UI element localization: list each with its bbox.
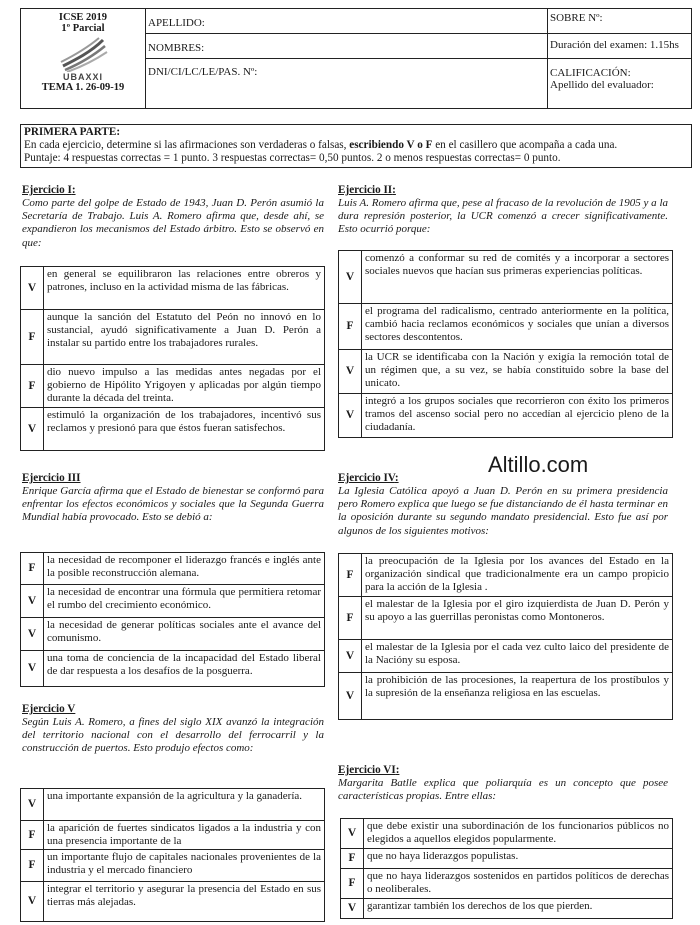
- statement: en general se equilibraron las relaciones entre obreros y patrones, incluso en la actividad misma de las fábricas.: [44, 267, 325, 310]
- duracion-label: Duración del examen: 1.15hs: [547, 34, 691, 59]
- parcial-label: 1º Parcial: [61, 23, 105, 34]
- brand-name: UBAXXI: [62, 72, 103, 82]
- ubaxxi-logo-icon: [53, 36, 113, 72]
- exercise-prompt: Enrique García afirma que el Estado de bienestar se conformó para enfrentar los efectos económicos y sociales que la Segunda Guerra Mundial había provocado. Esto se debió a:: [22, 485, 324, 524]
- answer-row: [341, 869, 673, 899]
- answer-cell[interactable]: F: [21, 553, 44, 585]
- exercise-4: [338, 472, 668, 538]
- answer-cell[interactable]: V: [21, 585, 44, 618]
- statement: un importante flujo de capitales nacionales provenientes de la industria y el mercado financiero: [44, 850, 325, 882]
- answer-cell[interactable]: V: [339, 640, 362, 673]
- exercise-2-table: [338, 250, 673, 438]
- answer-cell[interactable]: F: [21, 821, 44, 850]
- exercise-prompt: Según Luis A. Romero, a fines del siglo XIX avanzó la integración del territorio nacional con el desarrollo del ferrocarril y la construcción de puertos. Esto produjo efectos como:: [22, 716, 324, 755]
- exercise-prompt: Margarita Batlle explica que poliarquía es un concepto que posee características propias. Entre ellas:: [338, 777, 668, 803]
- exercise-3: [22, 472, 324, 525]
- answer-row: [21, 821, 325, 850]
- exercise-title: Ejercicio I:: [22, 184, 76, 196]
- statement: la necesidad de generar políticas sociales ante el avance del comunismo.: [44, 618, 325, 651]
- answer-row: [339, 640, 673, 673]
- exercise-5-table: [20, 788, 325, 922]
- exercise-6: [338, 764, 668, 803]
- exercise-5: [22, 703, 324, 756]
- statement: la prohibición de las procesiones, la reapertura de los prostíbulos y la supresión de la enseñanza religiosa en las escuelas.: [362, 673, 673, 720]
- statement: aunque la sanción del Estatuto del Peón no innovó en lo sustancial, ayudó significativamente a Juan D. Perón a instalar su partido entre los trabajadores rurales.: [44, 310, 325, 365]
- statement: una importante expansión de la agricultura y la ganadería.: [44, 789, 325, 821]
- answer-row: [339, 251, 673, 304]
- answer-row: [341, 899, 673, 919]
- tema-label: TEMA 1. 26-09-19: [41, 82, 125, 93]
- answer-cell[interactable]: F: [341, 869, 364, 899]
- answer-row: [21, 310, 325, 365]
- exercise-2: [338, 184, 668, 237]
- answer-row: [21, 618, 325, 651]
- statement: que debe existir una subordinación de los funcionarios públicos no elegidos a aquellos elegidos popularmente.: [364, 819, 673, 849]
- answer-cell[interactable]: V: [339, 673, 362, 720]
- answer-row: [339, 304, 673, 350]
- answer-row: [341, 849, 673, 869]
- apellido-field[interactable]: APELLIDO:: [145, 9, 547, 34]
- exercise-prompt: Luis A. Romero afirma que, pese al fracaso de la revolución de 1905 y a la dura represión posterior, la UCR comenzó a crecer significativamente. Esto ocurrió porque:: [338, 197, 668, 236]
- answer-cell[interactable]: F: [21, 365, 44, 408]
- answer-cell[interactable]: F: [339, 304, 362, 350]
- answer-cell[interactable]: V: [21, 267, 44, 310]
- answer-row: [339, 673, 673, 720]
- statement: que no haya liderazgos populistas.: [364, 849, 673, 869]
- statement: el malestar de la Iglesia por el cada vez culto laico del presidente de la Nacióny su esposa.: [362, 640, 673, 673]
- answer-cell[interactable]: V: [21, 651, 44, 687]
- answer-cell[interactable]: F: [21, 310, 44, 365]
- answer-row: [21, 585, 325, 618]
- statement: integrar el territorio y asegurar la presencia del Estado en sus tierras más alejadas.: [44, 882, 325, 922]
- answer-row: [21, 553, 325, 585]
- statement: la necesidad de encontrar una fórmula que permitiera retomar el rumbo del crecimiento económico.: [44, 585, 325, 618]
- exam-header: [20, 8, 692, 109]
- exercise-prompt: La Iglesia Católica apoyó a Juan D. Perón en su primera presidencia pero Romero explica que luego se fue distanciando de él hasta terminar en la oposición durante su segundo mandato presidencial. Esto fue así por algunos de los siguientes motivos:: [338, 485, 668, 537]
- statement: la UCR se identificaba con la Nación y exigía la remoción total de un régimen que, a su vez, se había constituido sobre la base del unicato.: [362, 350, 673, 394]
- answer-cell[interactable]: V: [21, 408, 44, 451]
- answer-row: [21, 408, 325, 451]
- statement: comenzó a conformar su red de comités y a incorporar a sectores sociales nuevos que hacían sus primeras experiencias políticas.: [362, 251, 673, 304]
- exercise-title: Ejercicio III: [22, 472, 81, 484]
- statement: dio nuevo impulso a las medidas antes negadas por el gobierno de Hipólito Yrigoyen y aplicadas por algún tiempo durante la década del treinta.: [44, 365, 325, 408]
- answer-row: [21, 267, 325, 310]
- answer-row: [21, 882, 325, 922]
- statement: la aparición de fuertes sindicatos ligados a la industria y con una presencia importante de la: [44, 821, 325, 850]
- answer-cell[interactable]: F: [341, 849, 364, 869]
- statement: que no haya liderazgos sostenidos en partidos políticos de derechas o neoliberales.: [364, 869, 673, 899]
- answer-cell[interactable]: V: [21, 618, 44, 651]
- scoring-line: Puntaje: 4 respuestas correctas = 1 punto. 3 respuestas correctas= 0,50 puntos. 2 o menos respuestas correctas= 0 punto.: [24, 152, 561, 164]
- answer-row: [339, 350, 673, 394]
- statement: garantizar también los derechos de los que pierden.: [364, 899, 673, 919]
- answer-row: [341, 819, 673, 849]
- exercise-title: Ejercicio V: [22, 703, 76, 715]
- section-title: PRIMERA PARTE:: [24, 126, 121, 138]
- answer-cell[interactable]: V: [21, 882, 44, 922]
- answer-row: [21, 850, 325, 882]
- calificacion-label: CALIFICACIÓN:: [550, 67, 631, 79]
- exercise-4-table: [338, 553, 673, 720]
- logo-cell: [21, 9, 146, 108]
- nombres-field[interactable]: NOMBRES:: [145, 34, 547, 59]
- exercise-title: Ejercicio IV:: [338, 472, 399, 484]
- answer-row: [339, 597, 673, 640]
- dni-field[interactable]: DNI/CI/LC/LE/PAS. Nº:: [148, 66, 258, 78]
- exercise-prompt: Como parte del golpe de Estado de 1943, Juan D. Perón asumió la Secretaría de Trabajo. Luis A. Romero afirma que, desde ahí, se expandieron los mecanismos del Estado árbitro. Esto se observó en que:: [22, 197, 324, 249]
- answer-row: [21, 789, 325, 821]
- exercise-title: Ejercicio II:: [338, 184, 396, 196]
- exercise-3-table: [20, 552, 325, 687]
- sobre-field[interactable]: SOBRE Nº:: [547, 9, 691, 34]
- instructions-line1: En cada ejercicio, determine si las afirmaciones son verdaderas o falsas, escribiendo V o F en el casillero que acompaña a cada una.: [24, 139, 618, 151]
- exercise-1-table: [20, 266, 325, 451]
- exercise-6-table: [340, 818, 673, 919]
- instructions-box: [20, 124, 692, 168]
- statement: el malestar de la Iglesia por el giro izquierdista de Juan D. Perón y su apoyo a las guerrillas peronistas como Montoneros.: [362, 597, 673, 640]
- answer-cell[interactable]: V: [341, 819, 364, 849]
- statement: estimuló la organización de los trabajadores, incentivó sus reclamos y presionó para que éstos fueran satisfechos.: [44, 408, 325, 451]
- answer-cell[interactable]: V: [339, 251, 362, 304]
- calificacion-field[interactable]: [547, 59, 691, 109]
- statement: integró a los grupos sociales que recorrieron con éxito los primeros tramos del ascenso social pero no accedían al ejercicio pleno de la ciudadanía.: [362, 394, 673, 438]
- statement: el programa del radicalismo, centrado anteriormente en la política, cambió hacia reclamos económicos y sociales que unían a diversos sectores descontentos.: [362, 304, 673, 350]
- answer-cell[interactable]: V: [339, 350, 362, 394]
- answer-row: [21, 365, 325, 408]
- answer-row: [339, 394, 673, 438]
- watermark: Altillo.com: [488, 452, 589, 477]
- exam-name: ICSE 2019: [58, 12, 108, 23]
- exercise-title: Ejercicio VI:: [338, 764, 400, 776]
- answer-row: [339, 554, 673, 597]
- answer-cell[interactable]: F: [21, 850, 44, 882]
- answer-cell[interactable]: V: [339, 394, 362, 438]
- statement: la preocupación de la Iglesia por los avances del Estado en la organización sindical que tradicionalmente era un campo propicio para la acción de la Iglesia .: [362, 554, 673, 597]
- answer-cell[interactable]: F: [339, 597, 362, 640]
- statement: la necesidad de recomponer el liderazgo francés e inglés ante la posible reconstrucción alemana.: [44, 553, 325, 585]
- answer-cell[interactable]: V: [341, 899, 364, 919]
- evaluador-label: Apellido del evaluador:: [550, 79, 654, 91]
- answer-cell[interactable]: F: [339, 554, 362, 597]
- statement: una toma de conciencia de la incapacidad del Estado liberal de dar respuesta a los desafíos de la posguerra.: [44, 651, 325, 687]
- exercise-1: [22, 184, 324, 250]
- answer-row: [21, 651, 325, 687]
- answer-cell[interactable]: V: [21, 789, 44, 821]
